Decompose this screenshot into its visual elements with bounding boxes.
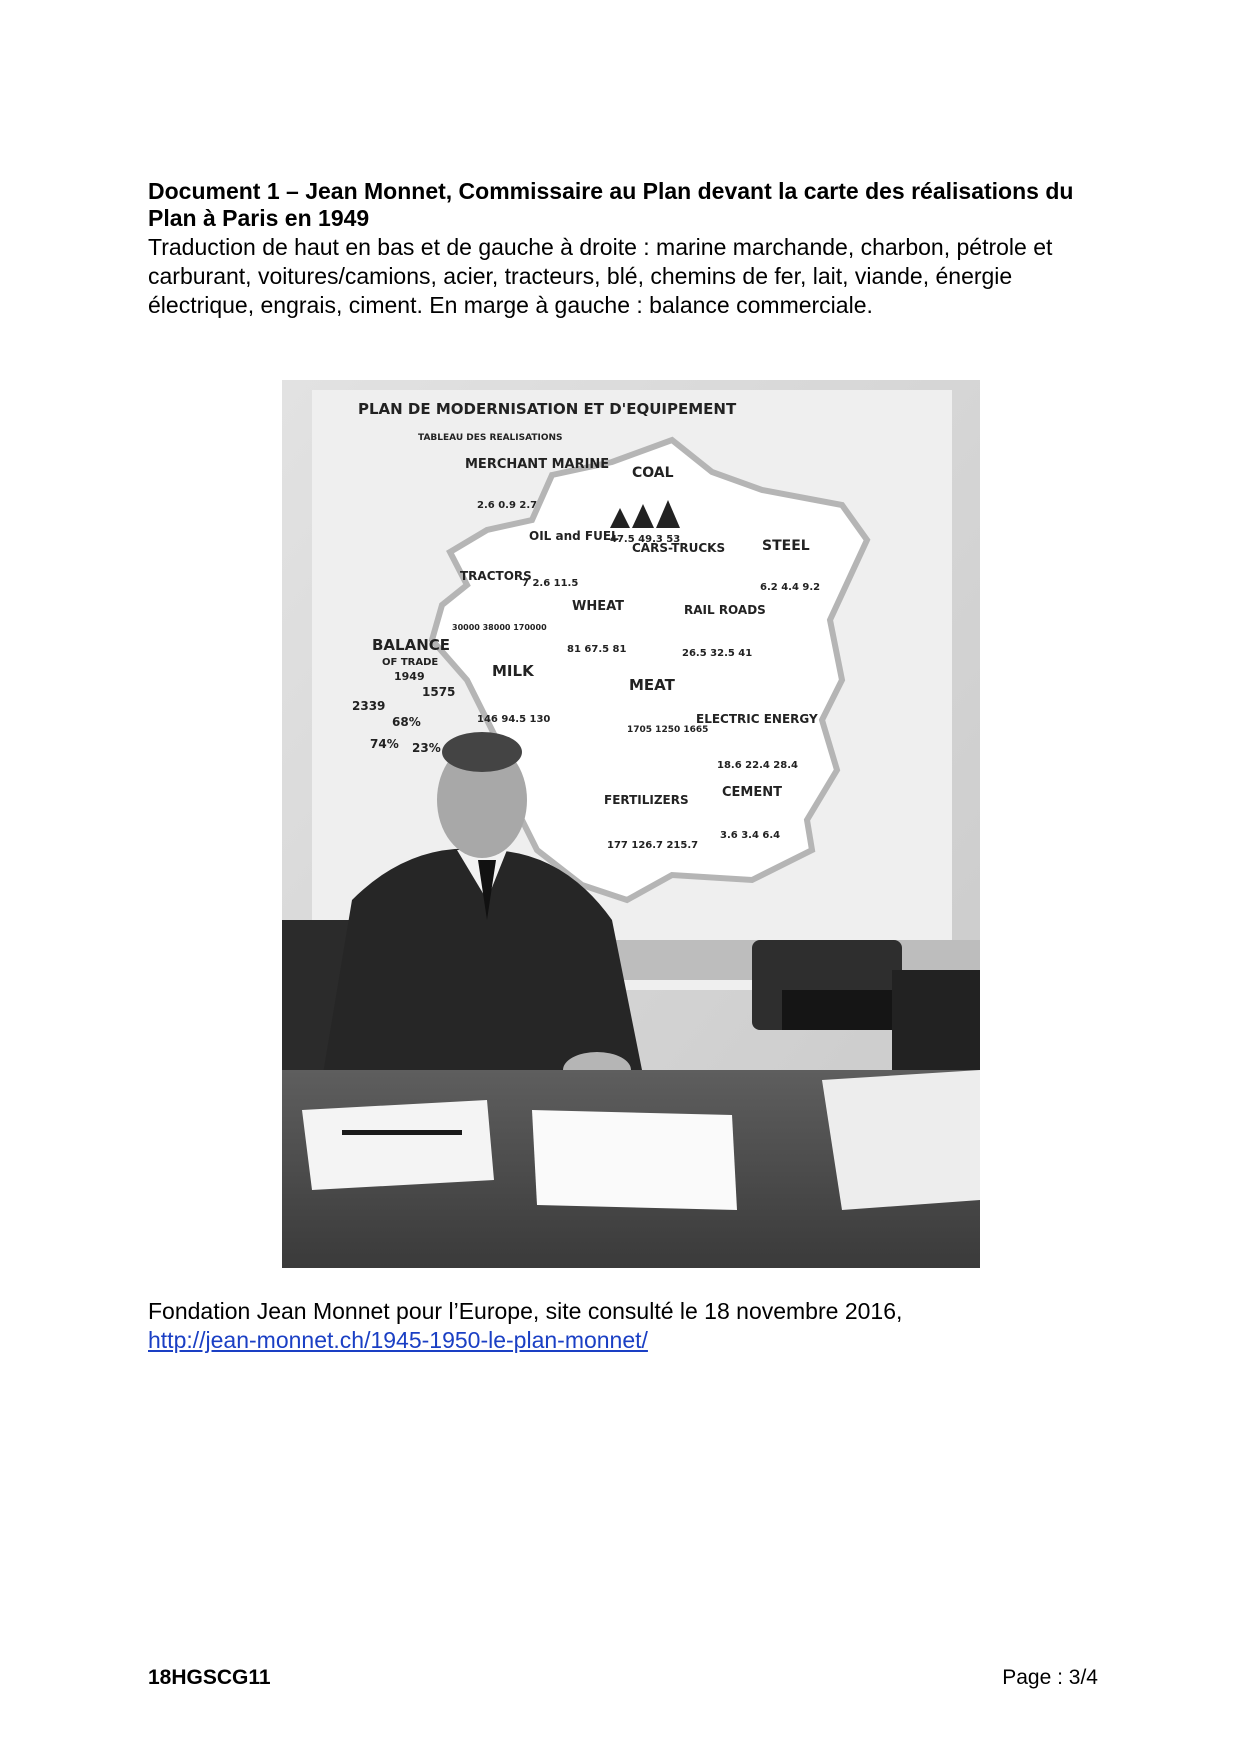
values-merchant-marine: 2.6 0.9 2.7: [477, 500, 538, 511]
label-rail-roads: RAIL ROADS: [684, 603, 766, 617]
source-text: Fondation Jean Monnet pour l’Europe, site consulté le 18 novembre 2016,: [148, 1298, 903, 1324]
document-description: Traduction de haut en bas et de gauche à droite : marine marchande, charbon, pétrole et carburant, voitures/camions, acier, tracteurs, blé, chemins de fer, lait, viande, énergie électrique, engrais, ciment. En marge à gauche : balance commerciale.: [148, 234, 1053, 318]
balance-38: 74%: [370, 737, 399, 751]
label-milk: MILK: [492, 662, 534, 680]
label-cement: CEMENT: [722, 785, 782, 800]
balance-year: 1949: [394, 670, 425, 683]
map-title: PLAN DE MODERNISATION ET D'EQUIPEMENT: [358, 400, 737, 418]
page-number: Page : 3/4: [1002, 1666, 1098, 1689]
footer-code: 18HGSCG11: [148, 1666, 271, 1689]
label-of-trade: OF TRADE: [382, 657, 439, 668]
values-wheat: 81 67.5 81: [567, 644, 627, 655]
balance-import: 2339: [352, 699, 386, 713]
values-fertilizers: 177 126.7 215.7: [607, 840, 699, 851]
label-electric-energy: ELECTRIC ENERGY: [696, 712, 818, 726]
label-cars-trucks: CARS-TRUCKS: [632, 541, 726, 555]
label-oil-fuel: OIL and FUEL: [529, 529, 619, 543]
source-citation: [148, 1297, 1128, 1355]
label-merchant-marine: MERCHANT MARINE: [465, 457, 610, 472]
values-electric-energy: 18.6 22.4 28.4: [717, 760, 798, 771]
map-subtitle: TABLEAU DES REALISATIONS: [418, 433, 563, 443]
papers: [302, 1100, 494, 1190]
balance-export: 1575: [422, 685, 456, 699]
historical-photo: [282, 380, 980, 1268]
label-steel: STEEL: [762, 538, 810, 554]
balance-46: 23%: [412, 741, 441, 755]
values-meat: 1705 1250 1665: [627, 725, 709, 735]
label-coal: COAL: [632, 465, 674, 481]
values-cement: 3.6 3.4 6.4: [720, 830, 781, 841]
values-milk: 146 94.5 130: [477, 714, 551, 725]
label-fertilizers: FERTILIZERS: [604, 793, 689, 807]
label-balance: BALANCE: [372, 636, 451, 654]
values-coal: 47.5 49.3 53: [610, 534, 681, 545]
label-meat: MEAT: [629, 676, 675, 694]
document-title: Document 1 – Jean Monnet, Commissaire au Plan devant la carte des réalisations du Plan à Paris en 1949: [148, 178, 1074, 231]
balance-ratio: 68%: [392, 715, 421, 729]
label-wheat: WHEAT: [572, 599, 625, 614]
values-tractors: 30000 38000 170000: [452, 623, 547, 632]
values-oil-fuel: 7 2.6 11.5: [522, 578, 579, 589]
values-rail-roads: 26.5 32.5 41: [682, 648, 753, 659]
source-link[interactable]: http://jean-monnet.ch/1945-1950-le-plan-monnet/: [148, 1327, 648, 1353]
label-tractors: TRACTORS: [460, 569, 532, 583]
values-steel: 6.2 4.4 9.2: [760, 582, 821, 593]
